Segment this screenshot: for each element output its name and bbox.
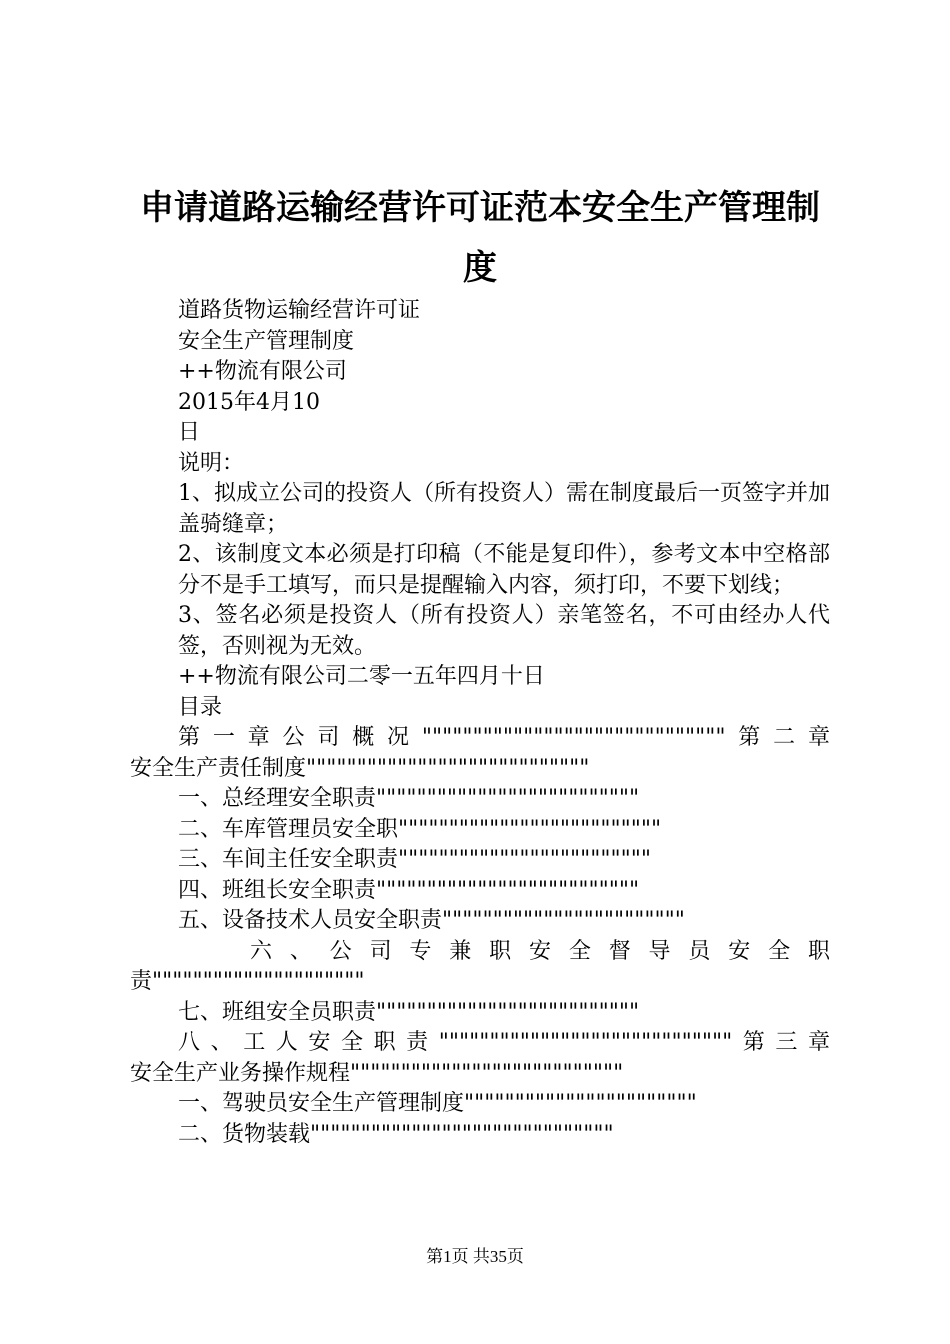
- toc-entry-chapter-2-title: 安全生产责任制度"""""""""""""""""""""""""""": [130, 755, 590, 781]
- toc-entry: 七、班组安全员职责"""""""""""""""""""""""""": [178, 999, 640, 1025]
- notes-heading: 说明：: [178, 450, 245, 476]
- toc-entry: 一、总经理安全职责"""""""""""""""""""""""""": [178, 786, 640, 811]
- document-date-day: 日: [178, 420, 201, 445]
- subtitle-safety-system: 安全生产管理制度: [178, 328, 355, 354]
- toc-entry-chapter-3: 八、工人安全职责"""""""""""""""""""""""""""""第三章: [178, 1030, 830, 1055]
- toc-entry-chapter-1: 第一章公司概况""""""""""""""""""""""""""""""第二章: [178, 725, 830, 750]
- note-item-1: 1、拟成立公司的投资人（所有投资人）需在制度最后一页签字并加盖骑缝章；: [178, 481, 830, 537]
- company-name: ++物流有限公司: [178, 359, 347, 384]
- toc-entry: 三、车间主任安全职责""""""""""""""""""""""""": [178, 847, 651, 872]
- subtitle-license: 道路货物运输经营许可证: [178, 298, 421, 323]
- toc-entry: 五、设备技术人员安全职责"""""""""""""""""""""""": [178, 908, 685, 933]
- toc-entry-justified: 六、公司专兼职安全督导员安全职: [250, 938, 830, 964]
- document-date: 2015年4月10: [178, 389, 320, 415]
- toc-entry-continuation: 责""""""""""""""""""""": [130, 969, 365, 994]
- note-item-2: 2、该制度文本必须是打印稿（不能是复印件），参考文本中空格部分不是手工填写，而只是提醒输入内容，须打印，不要下划线；: [178, 542, 830, 598]
- toc-entry: 一、驾驶员安全生产管理制度""""""""""""""""""""""": [178, 1091, 697, 1116]
- toc-heading: 目录: [178, 694, 223, 720]
- toc-entry: 二、货物装载"""""""""""""""""""""""""""""": [178, 1121, 614, 1147]
- page-title: 申请道路运输经营许可证范本安全生产管理制度: [140, 188, 820, 288]
- note-item-3: 3、签名必须是投资人（所有投资人）亲笔签名，不可由经办人代签，否则视为无效。: [178, 603, 830, 659]
- company-signature-date: ++物流有限公司二零一五年四月十日: [178, 664, 545, 689]
- document-body: [130, 296, 830, 1150]
- toc-entry: 二、车库管理员安全职"""""""""""""""""""""""""": [178, 816, 662, 842]
- page-footer: 第1页 共35页: [426, 1247, 524, 1266]
- toc-entry-chapter-3-title: 安全生产业务操作规程""""""""""""""""""""""""""": [130, 1060, 624, 1086]
- toc-entry: 四、班组长安全职责"""""""""""""""""""""""""": [178, 877, 640, 903]
